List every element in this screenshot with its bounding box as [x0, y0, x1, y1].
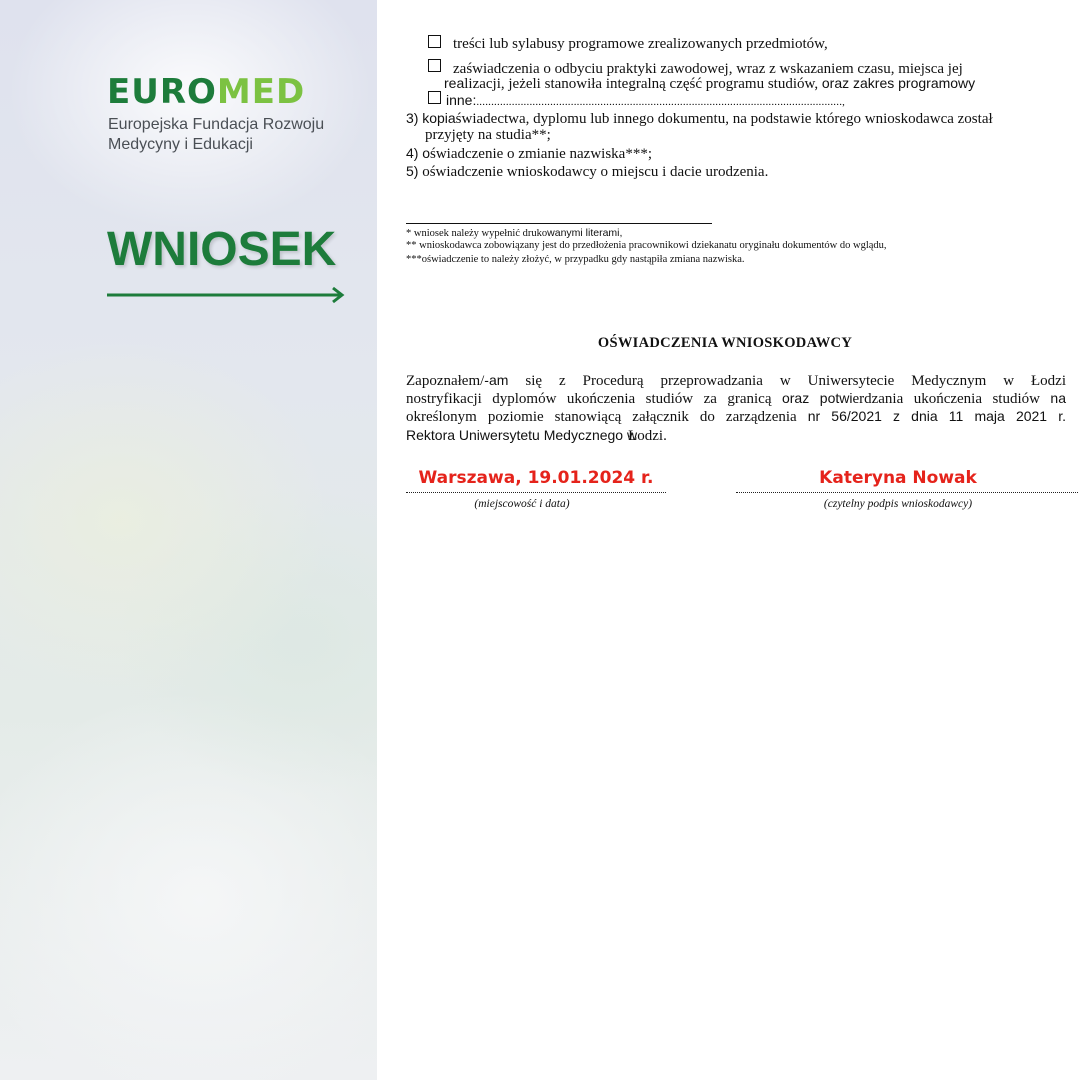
declaration-heading: OŚWIADCZENIA WNIOSKODAWCY — [597, 335, 853, 351]
declaration-line4: Rektora Uniwersytetu Medycznego wŁodzi. — [406, 427, 667, 444]
signature-line — [736, 492, 1078, 493]
footnote-divider — [406, 223, 712, 224]
page-title: WNIOSEK — [107, 223, 337, 276]
signature-value[interactable]: Kateryna Nowak — [819, 468, 977, 488]
list-item-5: 5) oświadczenie wnioskodawcy o miejscu i dacie urodzenia. — [406, 163, 769, 180]
option-other: inne:............................................................................................................................, — [446, 92, 846, 108]
declaration-line3: określonym poziomie stanowiącą załącznik do zarządzenia nr 56/2021 z dnia 11 maja 2021 r. — [406, 408, 1067, 425]
tagline-line1: Europejska Fundacja Rozwoju — [108, 116, 325, 133]
option-syllabus: treści lub sylabusy programowe zrealizowanych przedmiotów, — [453, 36, 828, 52]
other-fill-line: ............................................................................................................................, — [476, 96, 846, 108]
signature-caption: (czytelny podpis wnioskodawcy) — [823, 498, 973, 510]
list-item-3-line2: przyjęty na studia**; — [425, 127, 551, 143]
list-item-3: 3) kopiaświadectwa, dyplomu lub innego dokumentu, na podstawie którego wnioskodawca został — [406, 110, 993, 127]
place-date-value[interactable]: Warszawa, 19.01.2024 r. — [418, 468, 654, 488]
logo-med: MED — [216, 72, 306, 112]
footnote-2: ** wnioskodawca zobowiązany jest do przedłożenia pracownikowi dziekanatu oryginału dokumentów do wglądu, — [406, 240, 887, 251]
checkbox-internship[interactable] — [428, 59, 441, 72]
checkbox-other[interactable] — [428, 91, 441, 104]
place-date-caption: (miejscowość i data) — [474, 498, 570, 510]
declaration-line1: Zapoznałem/-am się z Procedurą przeprowadzania w Uniwersytecie Medycznym w Łodzi — [406, 372, 1067, 389]
tagline-line2: Medycyny i Edukacji — [108, 136, 253, 153]
footnote-3: ***oświadczenie to należy złożyć, w przypadku gdy nastąpiła zmiana nazwiska. — [406, 254, 745, 265]
logo-euro: EURO — [107, 72, 217, 112]
declaration-line2: nostryfikacji dyplomów ukończenia studiów za granicą oraz potwierdzania ukończenia studiów na — [406, 390, 1066, 407]
option-internship-line2: realizacji, jeżeli stanowiła integralną część programu studiów, oraz zakres programowy — [444, 75, 976, 92]
list-item-4: 4) oświadczenie o zmianie nazwiska***; — [406, 145, 652, 162]
footnote-1: * wniosek należy wypełnić drukowanymi literami, — [406, 227, 623, 239]
checkbox-syllabus[interactable] — [428, 35, 441, 48]
place-date-line — [406, 492, 666, 493]
option-internship-line1: zaświadczenia o odbyciu praktyki zawodowej, wraz z wskazaniem czasu, miejsca jej — [453, 61, 963, 77]
